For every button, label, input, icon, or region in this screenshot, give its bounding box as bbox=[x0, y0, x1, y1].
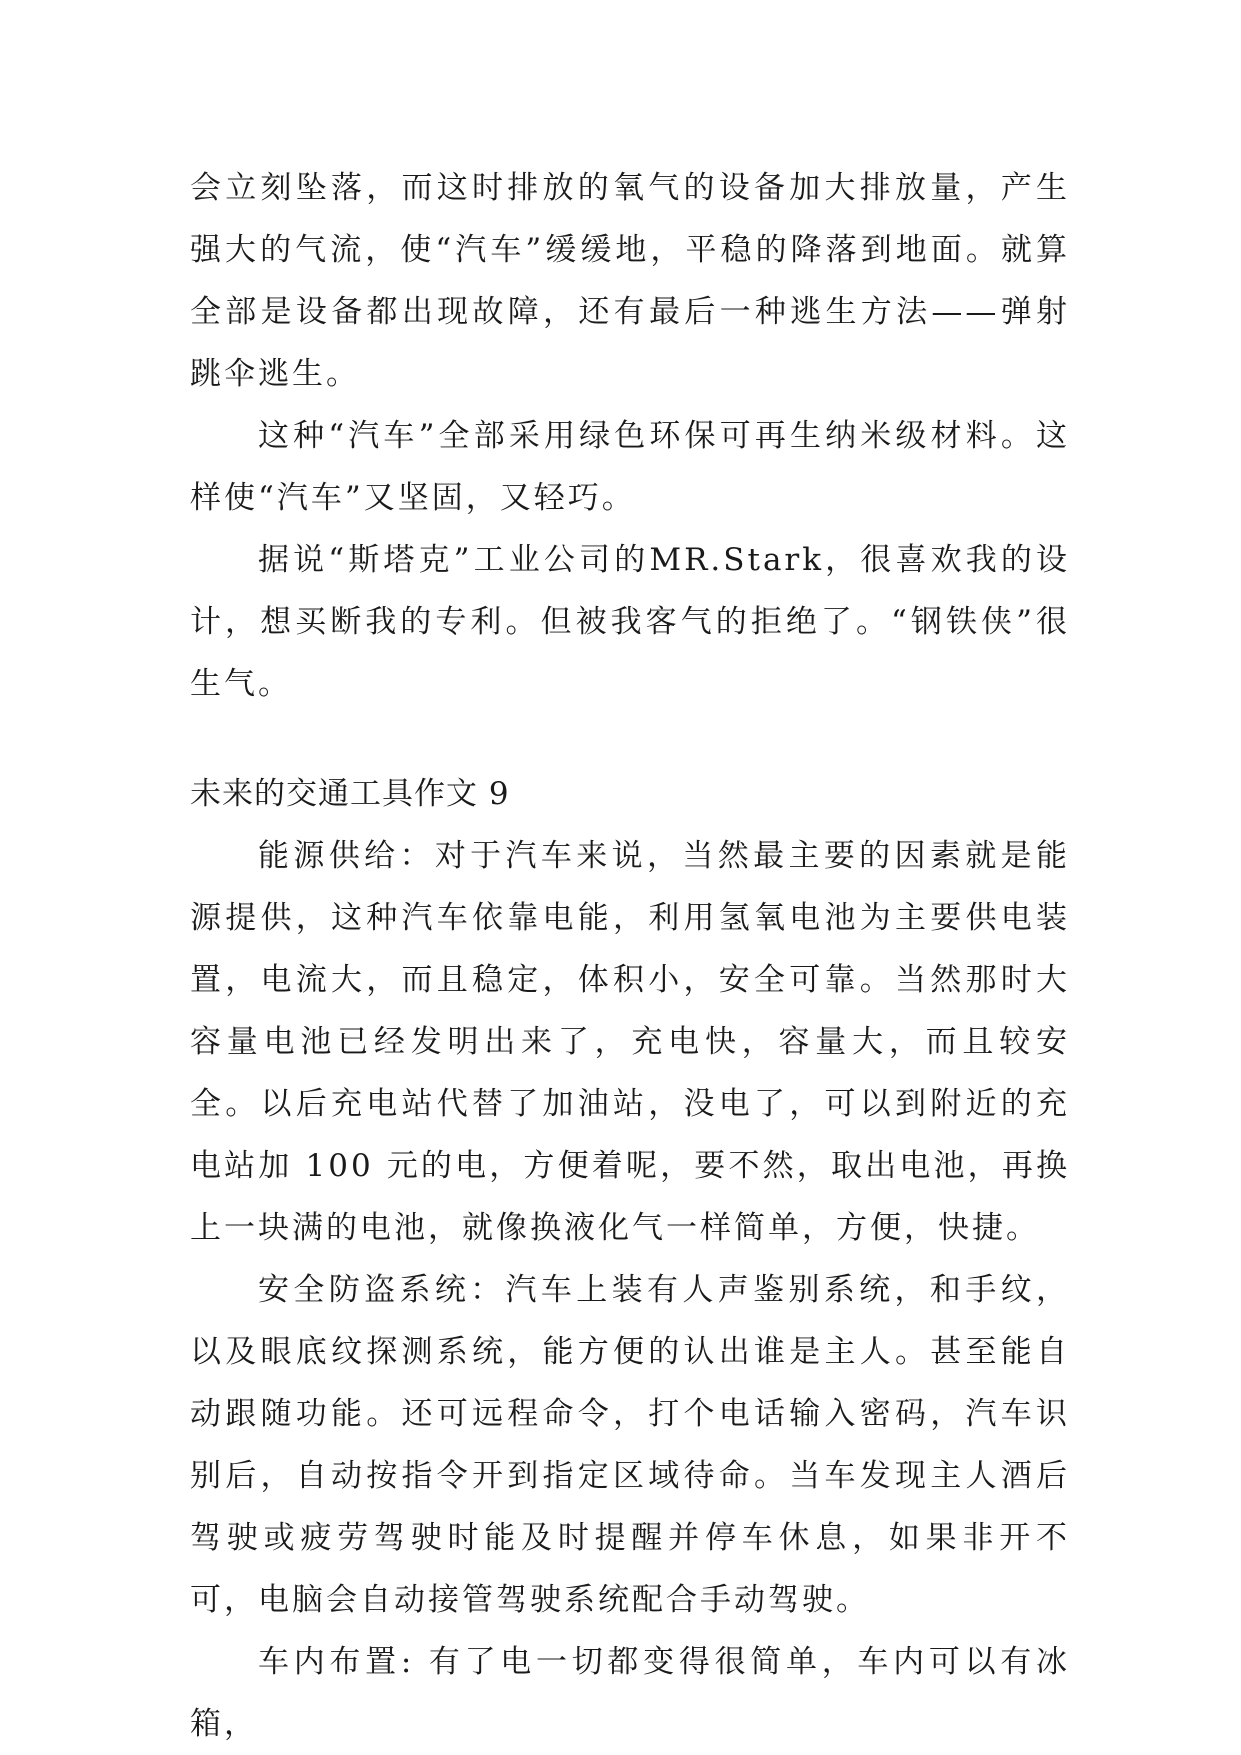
paragraph-interior-layout: 车内布置: 有了电一切都变得很简单，车内可以有冰箱， bbox=[190, 1644, 1070, 1742]
paragraph-energy-supply: 能源供给：对于汽车来说，当然最主要的因素就是能源提供，这种汽车依靠电能，利用氢氧电池为主要供电装置，电流大，而且稳定，体积小，安全可靠。当然那时大容量电池已经发明出来了，充电快，容量大，而且较安全。以后充电站代替了加油站，没电了，可以到附近的充电站加 100 元的电，方便着呢，要不然，取出电池，再换上一块满的电池，就像换液化气一样简单，方便，快捷。 bbox=[190, 838, 1070, 1246]
paragraph-stark: 据说“斯塔克”工业公司的MR.Stark，很喜欢我的设计，想买断我的专利。但被我客气的拒绝了。“钢铁侠”很生气。 bbox=[190, 542, 1070, 702]
paragraph-security-system: 安全防盗系统：汽车上装有人声鉴别系统，和手纹，以及眼底纹探测系统，能方便的认出谁是主人。甚至能自动跟随功能。还可远程命令，打个电话输入密码，汽车识别后，自动按指令开到指定区域待命。当车发现主人酒后驾驶或疲劳驾驶时能及时提醒并停车休息，如果非开不可，电脑会自动接管驾驶系统配合手动驾驶。 bbox=[190, 1272, 1070, 1618]
paragraph-materials: 这种“汽车”全部采用绿色环保可再生纳米级材料。这样使“汽车”又坚固，又轻巧。 bbox=[190, 418, 1070, 516]
section-title: 未来的交通工具作文 9 bbox=[190, 776, 510, 812]
document-body bbox=[190, 157, 1070, 1755]
paragraph-continuation: 会立刻坠落，而这时排放的氧气的设备加大排放量，产生强大的气流，使“汽车”缓缓地，平稳的降落到地面。就算全部是设备都出现故障，还有最后一种逃生方法——弹射跳伞逃生。 bbox=[190, 170, 1070, 392]
